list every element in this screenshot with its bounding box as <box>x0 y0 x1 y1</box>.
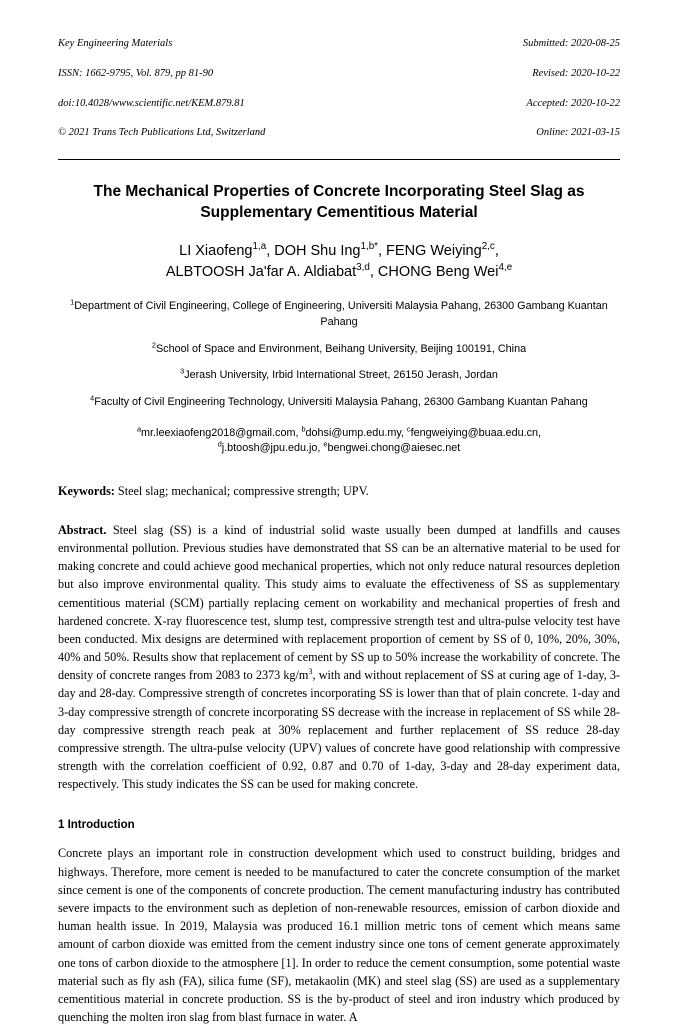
email-address[interactable]: dohsi@ump.edu.my, <box>305 426 407 439</box>
affiliation-marker: 4 <box>90 393 95 403</box>
journal-doi: doi:10.4028/www.scientific.net/KEM.879.81 <box>58 97 245 109</box>
author-affil-marker: 3,d <box>356 262 370 274</box>
abstract-text-part2: , with and without replacement of SS at curing age of 1-day, 3-day and 28-day. Compressive strength of concretes incorporating SS is lower than that of plain concrete. 1-day and 3-day compressive strength of concrete incorporating SS decrease with the increase in replacement of SS while 28-day compressive strength reach peak at 30% replacement and further replacement of SS reduce 28-day compressive strength. The ultra-pulse velocity (UPV) values of concrete have good relationship with compressive strength with the correlation coefficient of 0.92, 0.87 and 0.70 of 1-day, 3-day and 28-day experiment data, respectively. This study indicates the SS can be used for making concrete. <box>58 668 620 792</box>
author-affil-marker: 4,e <box>498 262 513 274</box>
email-address[interactable]: mr.leexiaofeng2018@gmail.com, <box>141 426 302 439</box>
author-affil-marker: 1,b* <box>360 241 378 253</box>
affiliation-marker: 3 <box>180 366 185 376</box>
affiliation-marker: 2 <box>151 340 156 350</box>
abstract-text-part1: Steel slag (SS) is a kind of industrial solid waste usually been dumped at landfills and causes environmental pollution. Previous studies have demonstrated that SS can be an alternative material to be used for making concrete and could achieve good mechanical properties, which not only reduce natural resources depletion but also improve environmental quality. This study aims to evaluate the effectiveness of SS as supplementary cementitious material (SCM) partially replacing cement on workability and mechanical properties of fresh and hardened concrete. X-ray fluorescence test, slump test, compressive strength test and ultra-pulse velocity test have been conducted. Mix designs are determined with replacement proportion of cement by SS of 0, 10%, 20%, 30%, 40% and 50%. Results show that replacement of cement by SS up to 50% increase the workability of concrete. The density of concrete ranges from 2083 to 2373 kg/m <box>58 522 620 683</box>
date-accepted: Accepted: 2020-10-22 <box>526 97 620 109</box>
email-list <box>58 426 620 457</box>
author-separator: , <box>494 243 499 260</box>
author-name: , FENG Weiying <box>378 243 482 260</box>
email-address[interactable]: bengwei.chong@aiesec.net <box>327 442 461 455</box>
email-marker: a <box>136 424 142 434</box>
author-affil-marker: 2,c <box>481 241 495 253</box>
email-line-1 <box>58 426 620 442</box>
header-divider <box>58 159 620 160</box>
affiliation-item <box>58 395 620 411</box>
author-list <box>58 241 620 283</box>
date-revised: Revised: 2020-10-22 <box>532 67 620 79</box>
author-name: , DOH Shu Ing <box>266 243 361 260</box>
journal-header <box>58 22 620 156</box>
page-title: The Mechanical Properties of Concrete Incorporating Steel Slag as Supplementary Cementitious Material <box>93 183 585 221</box>
author-line-2 <box>58 262 620 283</box>
keywords-section <box>58 484 620 499</box>
author-affil-marker: 1,a <box>252 241 267 253</box>
email-address[interactable]: j.btoosh@jpu.edu.jo, <box>221 442 324 455</box>
email-marker: c <box>406 424 411 434</box>
date-submitted: Submitted: 2020-08-25 <box>522 37 620 49</box>
journal-name: Key Engineering Materials <box>58 37 173 49</box>
email-marker: e <box>323 439 328 449</box>
author-line-1 <box>58 241 620 262</box>
affiliation-item <box>58 368 620 384</box>
email-marker: b <box>301 424 306 434</box>
email-marker: d <box>217 439 222 449</box>
section-heading-introduction: 1 Introduction <box>58 819 135 832</box>
journal-header-right <box>523 22 620 156</box>
page-content <box>58 22 620 1026</box>
email-address[interactable]: fengweiying@buaa.edu.cn, <box>410 426 542 439</box>
author-name: , CHONG Beng Wei <box>369 264 499 281</box>
email-line-2 <box>58 441 620 457</box>
author-name: LI Xiaofeng <box>179 243 253 260</box>
journal-copyright: © 2021 Trans Tech Publications Ltd, Switzerland <box>58 127 266 139</box>
affiliation-item <box>58 342 620 358</box>
date-online: Online: 2021-03-15 <box>536 127 620 139</box>
keywords-label: Keywords: <box>58 483 115 498</box>
journal-header-left <box>58 22 265 156</box>
author-name: ALBTOOSH Ja'far A. Aldiabat <box>165 264 357 281</box>
affiliation-list <box>58 299 620 410</box>
affiliation-item <box>58 299 620 330</box>
affiliation-text: Department of Civil Engineering, College of Engineering, Universiti Malaysia Pahang, 26300 Gambang Kuantan Pahang <box>74 300 608 329</box>
section-paragraph-introduction: Concrete plays an important role in construction development which used to construct building, bridges and highways. Therefore, more cement is needed to be manufactured to cater the concrete consumption of the market since cement is one of the components of concrete production. The cement manufacturing industry has contributed severe impacts to the environment such as depletion of non-renewable resources, emission of carbon dioxide and human health issue. In 2019, Malaysia was produced 16.1 million metric tons of cement which means same amount of carbon dioxide was emitted from the cement industry since one tons of cement generate approximately one tons of carbon dioxide to the atmosphere [1]. In order to reduce the cement consumption, some potential waste material such as fly ash (FA), silica fume (SF), metakaolin (MK) and steel slag (SS) are used as a supplementary cementitious material in concrete production. SS is the by-product of steel and iron industry which produced by quenching the molten iron slag from blast furnace in water. A <box>58 846 620 1025</box>
abstract-section <box>58 521 620 794</box>
keywords-text: Steel slag; mechanical; compressive strength; UPV. <box>114 483 369 498</box>
affiliation-text: Faculty of Civil Engineering Technology, Universiti Malaysia Pahang, 26300 Gambang Kuantan Pahang <box>94 395 588 408</box>
abstract-label: Abstract. <box>58 522 107 537</box>
affiliation-text: School of Space and Environment, Beihang University, Beijing 100191, China <box>155 342 527 355</box>
affiliation-marker: 1 <box>70 297 75 307</box>
affiliation-text: Jerash University, Irbid International Street, 26150 Jerash, Jordan <box>184 369 498 382</box>
journal-issn: ISSN: 1662-9795, Vol. 879, pp 81-90 <box>58 67 214 79</box>
abstract-superscript: 3 <box>308 667 313 677</box>
